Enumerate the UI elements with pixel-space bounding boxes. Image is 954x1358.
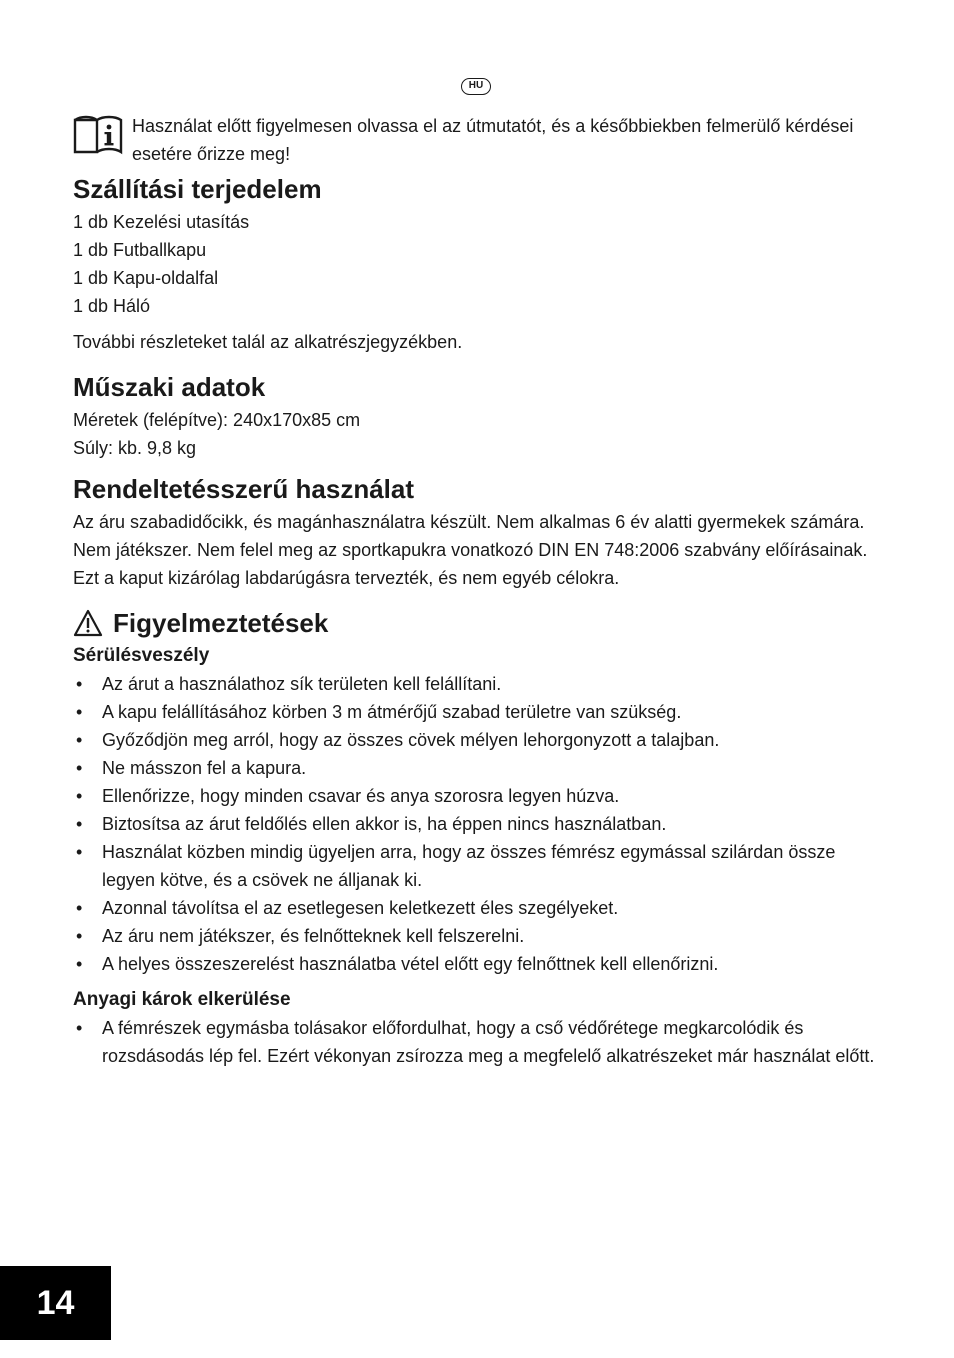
list-item: • Az áru nem játékszer, és felnőtteknek kell felszerelni. [73,922,883,950]
warning-icon [73,609,103,637]
delivery-note: További részleteket talál az alkatrészjegyzékben. [73,332,463,352]
list-item: • A kapu felállításához körben 3 m átmérőjű szabad területre van szükség. [73,698,883,726]
injury-list [73,670,883,978]
tech-weight: Súly: kb. 9,8 kg [73,438,197,458]
intended-use-title: Rendeltetésszerű használat [73,474,415,504]
intro-notice [73,112,883,168]
list-item: • A helyes összeszerelést használatba vétel előtt egy felnőttnek kell ellenőrizni. [73,950,883,978]
warnings-heading [73,604,883,642]
list-item: • Ne másszon fel a kapura. [73,754,883,782]
list-item: • Ellenőrizze, hogy minden csavar és anya szorosra legyen húzva. [73,782,883,810]
list-item: • A fémrészek egymásba tolásakor előfordulhat, hogy a cső védőrétege megkarcolódik és rozsdásodás lép fel. Ezért vékonyan zsírozza meg a megfelelő alkatrészeket már használat előtt. [73,1014,883,1070]
list-item: 1 db Kezelési utasítás [73,212,250,232]
list-item: 1 db Kapu-oldalfal [73,268,219,288]
warnings-title: Figyelmeztetések [113,608,329,638]
delivery-list [73,208,883,320]
info-book-icon [73,114,123,156]
list-item: • Azonnal távolítsa el az esetlegesen keletkezett éles szegélyeket. [73,894,883,922]
language-badge: HU [461,78,491,95]
list-item: 1 db Futballkapu [73,240,207,260]
damage-title: Anyagi károk elkerülése [73,989,291,1010]
tech-title: Műszaki adatok [73,372,266,402]
list-item: 1 db Háló [73,296,151,316]
tech-dimensions: Méretek (felépítve): 240x170x85 cm [73,410,361,430]
injury-title: Sérülésveszély [73,645,210,666]
delivery-title: Szállítási terjedelem [73,174,322,204]
list-item: • Biztosítsa az árut feldőlés ellen akkor is, ha éppen nincs használatban. [73,810,883,838]
intro-text: Használat előtt figyelmesen olvassa el az útmutatót, és a későbbiekben felmerülő kérdései esetére őrizze meg! [132,116,854,164]
page-number: 14 [0,1266,111,1340]
damage-list [73,1014,883,1070]
intended-use-text: Az áru szabadidőcikk, és magánhasználatra készült. Nem alkalmas 6 év alatti gyermekek számára. Nem játékszer. Nem felel meg az sportkapukra vonatkozó DIN EN 748:2006 szabvány előírásainak. Ezt a kaput kizárólag labdarúgásra tervezték, és nem egyéb célokra. [73,512,868,588]
list-item: • Az árut a használathoz sík területen kell felállítani. [73,670,883,698]
list-item: • Használat közben mindig ügyeljen arra, hogy az összes fémrész egymással szilárdan össze legyen kötve, és a csövek ne álljanak ki. [73,838,883,894]
list-item: • Győződjön meg arról, hogy az összes cövek mélyen lehorgonyzott a talajban. [73,726,883,754]
content [73,170,883,1070]
